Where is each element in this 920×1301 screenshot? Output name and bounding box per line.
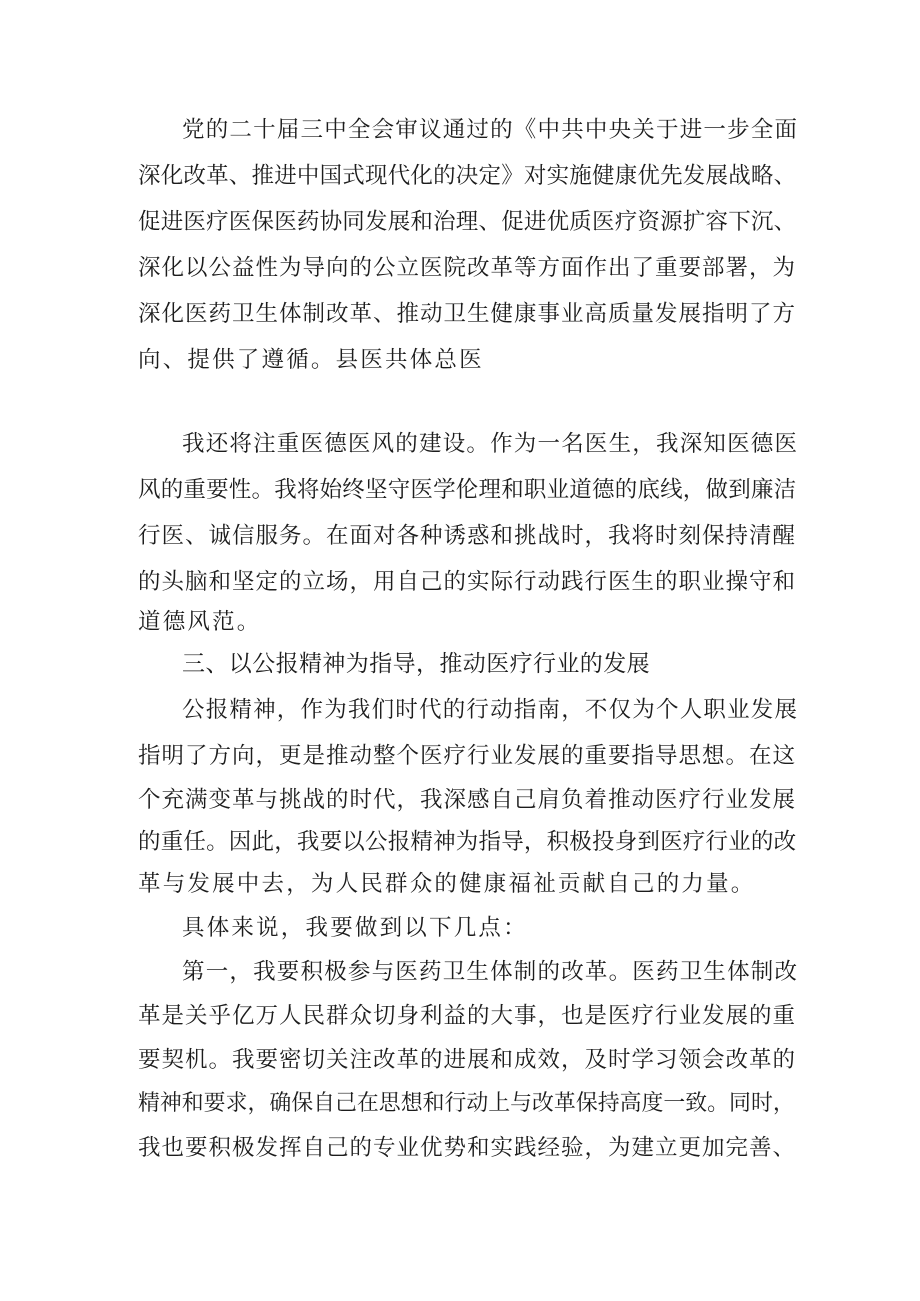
paragraph-1-line-1: 党的二十届三中全会审议通过的《中共中央关于进一步全面 <box>182 117 799 143</box>
paragraph-2-line-3: 行医、诚信服务。在面对各种诱惑和挑战时，我将时刻保持清醒 <box>138 523 797 549</box>
paragraph-3-line-2: 指明了方向，更是推动整个医疗行业发展的重要指导思想。在这 <box>138 743 797 769</box>
paragraph-5-line-5: 我也要积极发挥自己的专业优势和实践经验，为建立更加完善、 <box>138 1135 797 1161</box>
paragraph-3-line-1: 公报精神，作为我们时代的行动指南，不仅为个人职业发展 <box>182 697 799 723</box>
paragraph-5-line-2: 革是关乎亿万人民群众切身利益的大事，也是医疗行业发展的重 <box>138 1003 797 1029</box>
paragraph-5-line-3: 要契机。我要密切关注改革的进展和成效，及时学习领会改革的 <box>138 1047 797 1073</box>
paragraph-1-line-3: 促进医疗医保医药协同发展和治理、促进优质医疗资源扩容下沉、 <box>138 209 797 235</box>
paragraph-2-line-2: 风的重要性。我将始终坚守医学伦理和职业道德的底线，做到廉洁 <box>138 477 797 503</box>
paragraph-5-line-4: 精神和要求，确保自己在思想和行动上与改革保持高度一致。同时， <box>138 1091 795 1116</box>
paragraph-3-line-4: 的重任。因此，我要以公报精神为指导，积极投身到医疗行业的改 <box>138 829 797 855</box>
paragraph-1-line-6: 向、提供了遵循。县医共体总医 <box>138 347 484 373</box>
paragraph-1-line-5: 深化医药卫生体制改革、推动卫生健康事业高质量发展指明了方 <box>138 301 797 327</box>
paragraph-2-line-5: 道德风范。 <box>138 609 262 635</box>
paragraph-5-line-1: 第一，我要积极参与医药卫生体制的改革。医药卫生体制改 <box>182 959 799 985</box>
section-heading: 三、以公报精神为指导，推动医疗行业的发展 <box>182 651 650 677</box>
paragraph-1-line-2: 深化改革、推进中国式现代化的决定》对实施健康优先发展战略、 <box>138 163 797 189</box>
paragraph-3-line-5: 革与发展中去，为人民群众的健康福祉贡献自己的力量。 <box>138 871 756 897</box>
paragraph-3-line-3: 个充满变革与挑战的时代，我深感自己肩负着推动医疗行业发展 <box>138 787 797 813</box>
paragraph-2-line-4: 的头脑和坚定的立场，用自己的实际行动践行医生的职业操守和 <box>138 569 797 595</box>
paragraph-4-line-1: 具体来说，我要做到以下几点： <box>182 915 528 941</box>
paragraph-1-line-4: 深化以公益性为导向的公立医院改革等方面作出了重要部署，为 <box>138 255 797 281</box>
paragraph-2-line-1: 我还将注重医德医风的建设。作为一名医生，我深知医德医 <box>182 431 799 457</box>
